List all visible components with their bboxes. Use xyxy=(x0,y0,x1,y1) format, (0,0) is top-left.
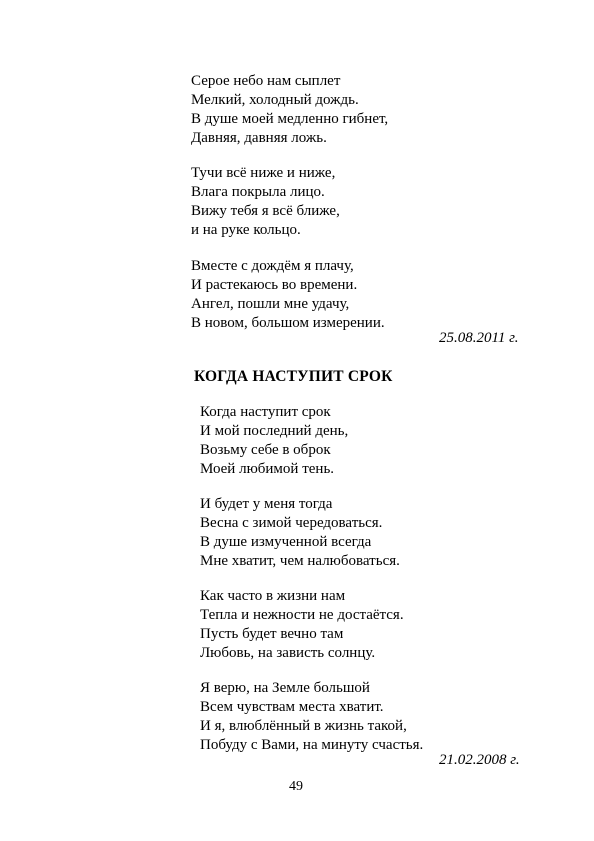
poem-line: В душе измученной всегда xyxy=(200,534,372,550)
poem2-title: КОГДА НАСТУПИТ СРОК xyxy=(194,368,393,385)
poem1-stanza-2 xyxy=(191,164,340,240)
poem-line: Мелкий, холодный дождь. xyxy=(191,92,359,108)
poem2-stanza-1 xyxy=(200,403,348,479)
poem-line: Когда наступит срок xyxy=(200,404,331,420)
poem-line: Побуду с Вами, на минуту счастья. xyxy=(200,737,424,753)
poem2-date: 21.02.2008 г. xyxy=(439,752,520,768)
poem-line: и на руке кольцо. xyxy=(191,222,301,238)
poem1-date: 25.08.2011 г. xyxy=(439,330,519,346)
poem-line: Как часто в жизни нам xyxy=(200,588,346,604)
poem-line: Я верю, на Земле большой xyxy=(200,680,370,696)
poem-line: И мой последний день, xyxy=(200,423,349,439)
poem-line: И будет у меня тогда xyxy=(200,496,333,512)
poem-line: В новом, большом измерении. xyxy=(191,315,385,331)
poem2-stanza-2 xyxy=(200,495,400,571)
poem-line: Ангел, пошли мне удачу, xyxy=(191,296,350,312)
poem-line: Серое небо нам сыплет xyxy=(191,73,341,89)
poem2-stanza-4 xyxy=(200,679,423,755)
poem-line: Вместе с дождём я плачу, xyxy=(191,258,354,274)
poem-line: Тучи всё ниже и ниже, xyxy=(191,165,336,181)
poem-line: Вижу тебя я всё ближе, xyxy=(191,203,340,219)
poem-line: Любовь, на зависть солнцу. xyxy=(200,645,376,661)
poem-line: Возьму себе в оброк xyxy=(200,442,331,458)
poem-line: Влага покрыла лицо. xyxy=(191,184,325,200)
poem-line: Всем чувствам места хватит. xyxy=(200,699,384,715)
poem-line: Давняя, давняя ложь. xyxy=(191,130,327,146)
poem-line: Моей любимой тень. xyxy=(200,461,335,477)
poem2-stanza-3 xyxy=(200,587,404,663)
poem1-stanza-3 xyxy=(191,257,385,333)
poem-line: И растекаюсь во времени. xyxy=(191,277,358,293)
poem-line: Пусть будет вечно там xyxy=(200,626,344,642)
poem1-stanza-1 xyxy=(191,72,388,148)
poem-line: Мне хватит, чем налюбоваться. xyxy=(200,553,400,569)
poem-line: Тепла и нежности не достаётся. xyxy=(200,607,404,623)
poem-line: И я, влюблённый в жизнь такой, xyxy=(200,718,407,734)
page-number: 49 xyxy=(289,779,303,794)
poem-line: Весна с зимой чередоваться. xyxy=(200,515,383,531)
poem-line: В душе моей медленно гибнет, xyxy=(191,111,389,127)
